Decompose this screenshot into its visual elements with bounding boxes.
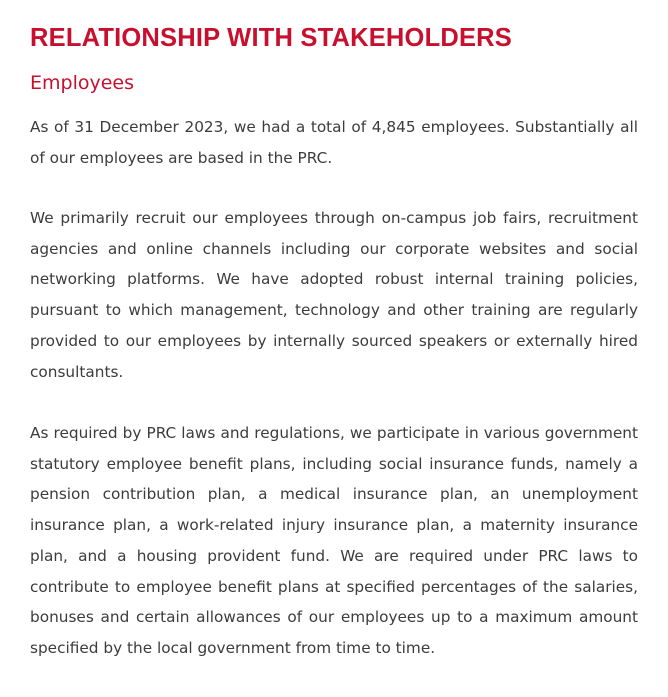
paragraph-employee-count: As of 31 December 2023, we had a total of 4,845 employees. Substantially all of our employees are based in the PRC. (30, 118, 638, 167)
paragraph-benefit-plans: As required by PRC laws and regulations, we participate in various government statutory employee benefit plans, including social insurance funds, namely a pension contribution plan, a medical insurance plan, an unemployment insurance plan, a work-related injury insurance plan, a maternity insurance plan, and a housing provident fund. We are required under PRC laws to contribute to employee benefit plans at specified percentages of the salaries, bonuses and certain allowances of our employees up to a maximum amount specified by the local government from time to time. (30, 424, 638, 657)
section-title: RELATIONSHIP WITH STAKEHOLDERS (30, 24, 513, 52)
paragraph-recruitment: We primarily recruit our employees through on-campus job fairs, recruitment agencies and online channels including our corporate websites and social networking platforms. We have adopted robust internal training policies, pursuant to which management, technology and other training are regularly provided to our employees by internally sourced speakers or externally hired consultants. (30, 209, 638, 381)
section-subtitle: Employees (30, 72, 134, 94)
